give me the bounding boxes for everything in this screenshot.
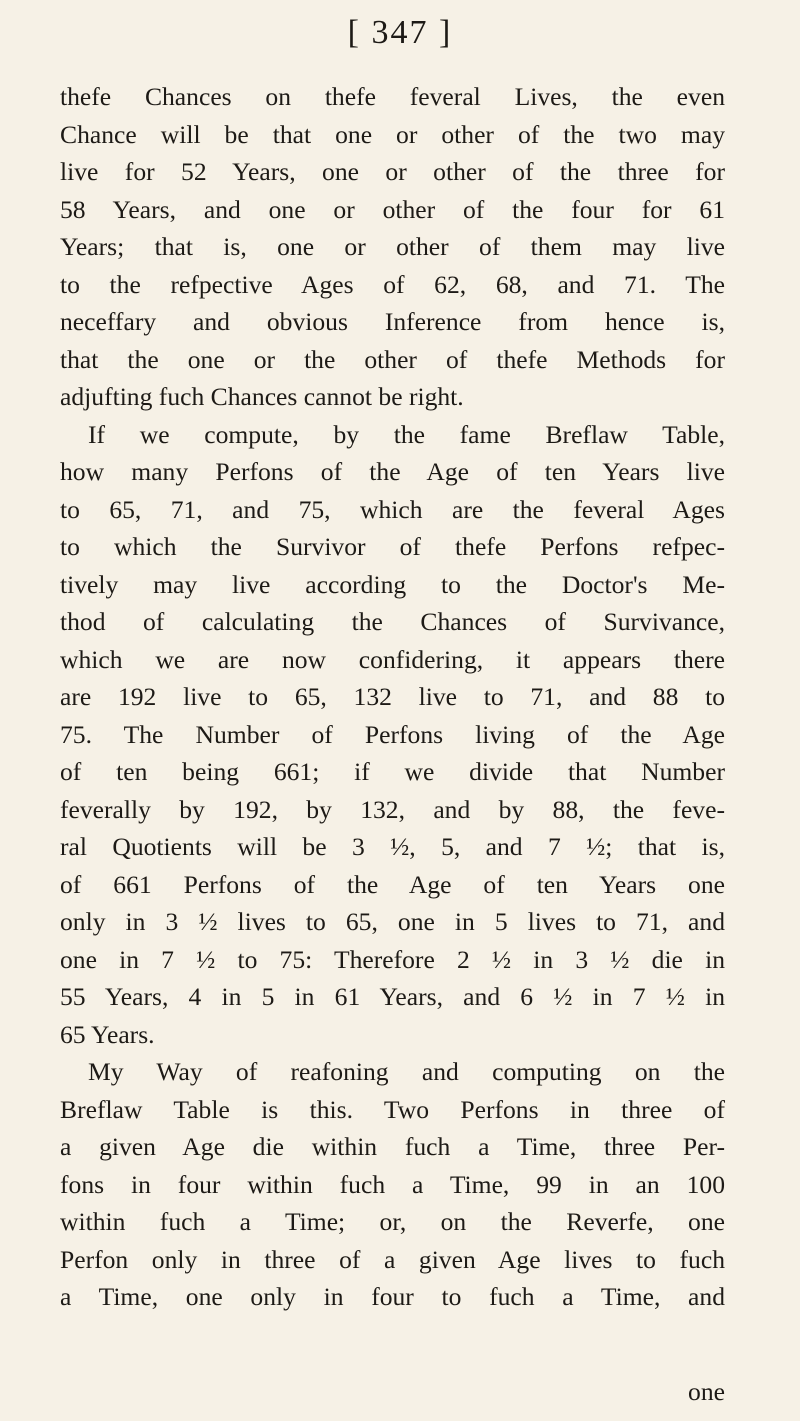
- text-line: tively may live according to the Doctor's Me-: [60, 569, 725, 599]
- text-line: only in 3 ½ lives to 65, one in 5 lives to 71, and: [60, 907, 725, 936]
- text-line: how many Perfons of the Age of ten Years live: [60, 457, 725, 486]
- text-line: 58 Years, and one or other of the four for 61: [60, 194, 725, 224]
- text-line: My Way of reafoning and computing on the: [88, 1057, 725, 1086]
- text-line: adjufting fuch Chances cannot be right.: [60, 382, 464, 411]
- text-line: of ten being 661; if we divide that Number: [60, 757, 725, 786]
- text-line: to 65, 71, and 75, which are the feveral Ages: [60, 494, 725, 524]
- text-line: one in 7 ½ to 75: Therefore 2 ½ in 3 ½ die in: [60, 944, 725, 974]
- text-line: Years; that is, one or other of them may live: [60, 232, 725, 261]
- text-line: Breflaw Table is this. Two Perfons in three of: [60, 1094, 725, 1124]
- text-line: neceffary and obvious Inference from hence is,: [60, 307, 725, 336]
- text-line: 65 Years.: [60, 1019, 155, 1049]
- text-line: a given Age die within fuch a Time, three Per-: [60, 1132, 725, 1161]
- text-line: a Time, one only in four to fuch a Time, and: [60, 1282, 725, 1311]
- text-line: If we compute, by the fame Breflaw Table,: [88, 419, 725, 449]
- text-line: feverally by 192, by 132, and by 88, the feve-: [60, 794, 725, 824]
- text-line: to the refpective Ages of 62, 68, and 71. The: [60, 269, 725, 299]
- text-line: fons in four within fuch a Time, 99 in an 100: [60, 1169, 725, 1199]
- text-line: of 661 Perfons of the Age of ten Years one: [60, 869, 725, 899]
- text-line: that the one or the other of thefe Methods for: [60, 344, 725, 374]
- body-text: [60, 78, 725, 1316]
- text-line: are 192 live to 65, 132 live to 71, and 88 to: [60, 682, 725, 711]
- text-line: Chance will be that one or other of the two may: [60, 119, 725, 149]
- catchword: one: [688, 1377, 725, 1406]
- text-line: which we are now confidering, it appears there: [60, 644, 725, 674]
- text-line: Perfon only in three of a given Age lives to fuch: [60, 1244, 725, 1274]
- text-line: thefe Chances on thefe feveral Lives, the even: [60, 82, 725, 111]
- text-line: 55 Years, 4 in 5 in 61 Years, and 6 ½ in 7 ½ in: [60, 982, 725, 1011]
- text-line: live for 52 Years, one or other of the three for: [60, 157, 725, 186]
- text-line: 75. The Number of Perfons living of the Age: [60, 719, 725, 749]
- text-line: thod of calculating the Chances of Survivance,: [60, 607, 725, 636]
- text-line: to which the Survivor of thefe Perfons refpec-: [60, 532, 725, 561]
- text-line: within fuch a Time; or, on the Reverfe, one: [60, 1207, 725, 1236]
- page-number: [ 347 ]: [347, 14, 453, 51]
- text-line: ral Quotients will be 3 ½, 5, and 7 ½; that is,: [60, 832, 725, 861]
